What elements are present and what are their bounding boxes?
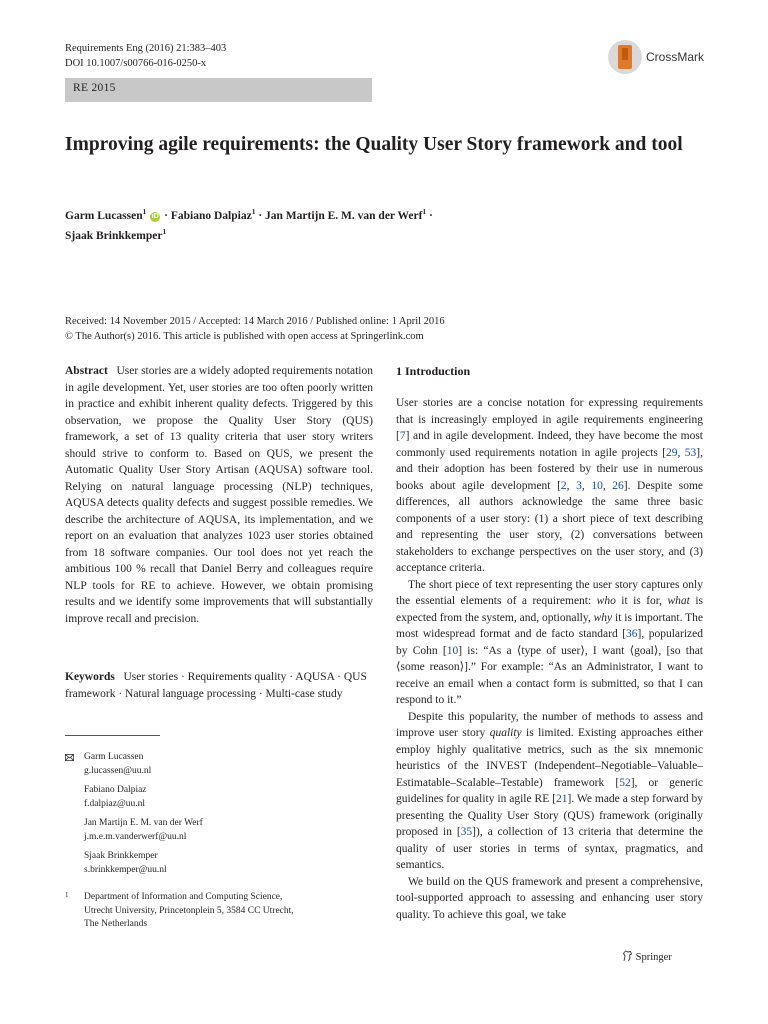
text: , <box>602 479 613 492</box>
text: , <box>581 479 592 492</box>
citation-link[interactable]: 7 <box>399 430 406 442</box>
text: ] is: “As a ⟨type of user⟩, I want ⟨goal⟩, [so that ⟨some reason⟩].” For example: “As an Administrator, I want to receive an email when a contact form is submitted, so that I can respond to it.” <box>396 644 703 706</box>
text: ], or generic guidelines for quality in agile RE [ <box>396 776 703 805</box>
contact-entry <box>65 850 373 877</box>
text: ]. Despite some differences, all authors acknowledge the same three basic components of a user story: (1) a short piece of text describing and representing the user story, (2) conversations between stakeholders to exchange perspectives on the user story, and (3) acceptance criteria. <box>396 479 704 574</box>
contact-entry <box>65 751 373 778</box>
emphasis: who <box>596 595 616 607</box>
emphasis: quality <box>489 727 522 739</box>
contact-name: Fabiano Dalpiaz <box>84 785 147 795</box>
contact-name: Garm Lucassen <box>84 752 144 762</box>
citation-link[interactable]: 21 <box>555 793 568 805</box>
author-name[interactable]: Fabiano Dalpiaz <box>170 209 252 222</box>
introduction-body <box>396 395 703 923</box>
paragraph <box>396 577 703 709</box>
contact-email[interactable]: s.brinkkemper@uu.nl <box>84 864 167 875</box>
author-separator: · <box>429 209 433 222</box>
contact-email[interactable]: g.lucassen@uu.nl <box>84 765 152 776</box>
dates-line: Received: 14 November 2015 / Accepted: 14 March 2016 / Published online: 1 April 2016 <box>65 316 445 327</box>
citation-link[interactable]: 29 <box>666 446 678 459</box>
author-name[interactable]: Sjaak Brinkkemper <box>65 229 163 242</box>
contact-email[interactable]: f.dalpiaz@uu.nl <box>84 798 145 809</box>
publisher-mark <box>622 950 672 963</box>
paragraph <box>396 709 703 874</box>
paragraph: We build on the QUS framework and present a comprehensive, tool-supported approach to assessing and enhancing user story quality. To achieve this goal, we take <box>396 875 703 921</box>
affiliation-mark: 1 <box>142 207 147 216</box>
paper-title: Improving agile requirements: the Quality User Story framework and tool <box>65 134 683 155</box>
text: The short piece of text representing the user story captures only the essential elements of a requirement: <box>396 578 703 607</box>
citation-link[interactable]: 52 <box>619 776 631 789</box>
affiliation-line: The Netherlands <box>84 919 148 929</box>
text: ] and in agile development. Indeed, they have become the most commonly used requirements notation in agile projects [ <box>396 430 703 459</box>
keywords <box>65 669 373 702</box>
contact-entry <box>65 784 373 811</box>
text: ]. We made a step forward by presenting the Quality User Story (QUS) framework (originally proposed in [ <box>396 793 703 838</box>
citation-link[interactable]: 2 <box>560 479 567 492</box>
citation-link[interactable]: 10 <box>591 479 603 492</box>
text: , <box>566 479 577 492</box>
springer-horse-icon <box>622 950 633 962</box>
text: it is for, <box>615 595 668 607</box>
contact-name: Jan Martijn E. M. van der Werf <box>84 818 203 828</box>
citation-link[interactable]: 35 <box>460 826 473 838</box>
affiliation-number: 1 <box>65 891 69 899</box>
abstract-label: Abstract <box>65 365 108 377</box>
affiliation-mark: 1 <box>422 207 427 216</box>
contact-name: Sjaak Brinkkemper <box>84 851 158 861</box>
crossmark-icon <box>608 40 642 74</box>
text: ], and their adoption has been fostered by their use in numerous books about agile development [ <box>396 446 703 492</box>
citation-link[interactable]: 3 <box>576 479 582 492</box>
abstract-text: User stories are a widely adopted requirements notation in agile development. Yet, user stories are too often poorly written in practice and exhibit inherent quality defects. Triggered by this observation, we propose the Quality User Story (QUS) framework, a set of 13 quality criteria that user story writers should strive to conform to. Based on QUS, we present the Automatic Quality User Story Artisan (AQUSA) software tool. Relying on natural language processing (NLP) techniques, AQUSA detects quality defects and suggest possible remedies. We describe the architecture of AQUSA, its implementation, and we report on an evaluation that analyzes 1023 user stories obtained from 18 software companies. Our tool does not yet reach the ambitious 100 % recall that Daniel Berry and colleagues require NLP tools for RE to achieve. However, we obtain promising results and we identify some improvements that will substantially improve recall and precision. <box>65 365 373 625</box>
text: User stories are a concise notation for expressing requirements that is increasingly employed in agile requirements engineering [ <box>396 397 703 442</box>
author-separator: · <box>258 209 263 222</box>
section-heading: 1 Introduction <box>396 364 471 378</box>
doi[interactable]: DOI 10.1007/s00766-016-0250-x <box>65 58 207 69</box>
keywords-label: Keywords <box>65 671 115 683</box>
author-list <box>65 204 685 244</box>
conference-label: RE 2015 <box>73 82 116 94</box>
emphasis: what <box>667 595 690 607</box>
author-name[interactable]: Jan Martijn E. M. van der Werf <box>265 209 423 222</box>
text: , <box>677 446 685 459</box>
affiliation <box>65 891 373 932</box>
affiliation-mark: 1 <box>162 226 167 236</box>
text: Despite this popularity, the number of methods to assess and improve user story <box>396 710 703 739</box>
citation-link[interactable]: 53 <box>684 446 697 459</box>
affiliation-mark: 1 <box>251 207 256 216</box>
affiliation-line: Department of Information and Computing Science, <box>84 892 283 902</box>
contact-entry <box>65 817 373 844</box>
conference-band <box>65 78 372 102</box>
keywords-text: User stories · Requirements quality · AQUSA · QUS framework · Natural language processing · Multi-case study <box>65 671 367 700</box>
author-name[interactable]: Garm Lucassen <box>65 209 143 222</box>
contact-email[interactable]: j.m.e.m.vanderwerf@uu.nl <box>84 831 187 842</box>
paragraph <box>396 395 703 577</box>
text: is limited. Existing approaches either employ highly qualitative metrics, such as the six mnemonic heuristics of the INVEST (Independent–Negotiable–Valuable–Estimatable–Scalable–Testable) framework [ <box>396 727 703 789</box>
affiliation-line: Utrecht University, Princetonplein 5, 3584 CC Utrecht, <box>84 905 294 916</box>
citation-link[interactable]: 36 <box>626 628 638 640</box>
author-separator: · <box>164 209 168 222</box>
contact-list <box>65 751 373 932</box>
journal-citation: Requirements Eng (2016) 21:383–403 <box>65 43 227 54</box>
orcid-icon[interactable]: iD <box>151 212 159 220</box>
text: ]), a collection of 13 criteria that determine the quality of user stories in terms of syntax, pragmatics, and semantics. <box>396 826 703 871</box>
citation-link[interactable]: 26 <box>612 479 624 492</box>
citation-link[interactable]: 10 <box>446 644 459 657</box>
crossmark-label: CrossMark <box>646 50 705 64</box>
publisher-name: Springer <box>635 952 672 963</box>
footnote-rule <box>65 735 160 736</box>
text: it is important. The most widespread format and de facto standard [ <box>396 611 704 640</box>
publication-dates <box>65 314 705 344</box>
copyright-line: © The Author(s) 2016. This article is published with open access at Springerlink.com <box>65 331 424 342</box>
abstract <box>65 363 373 627</box>
envelope-icon <box>65 754 74 761</box>
text: is expected from the system, and, optionally, <box>396 595 704 624</box>
emphasis: why <box>593 611 613 624</box>
text: ], popularized by Cohn [ <box>396 628 703 657</box>
